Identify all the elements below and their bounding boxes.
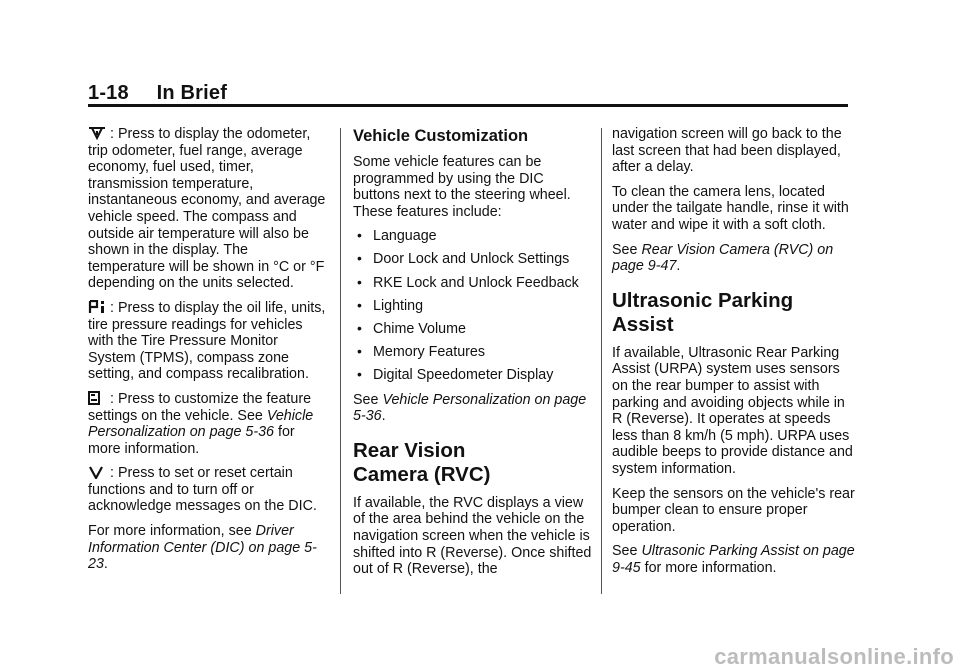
set-reset-check-icon	[88, 465, 110, 482]
page-reference: Vehicle Personalization on page 5-36	[88, 407, 314, 441]
section-heading: Ultrasonic Parking Assist	[612, 288, 794, 336]
paragraph: If available, the RVC displays a view of the area behind the vehicle on the navigation screen when the vehicle is shifted into R (Reverse). Once shifted out of R (Reverse), the	[353, 494, 592, 578]
paragraph: See Rear Vision Camera (RVC) on page 9-47.	[612, 241, 834, 275]
watermark: carmanualsonline.info	[714, 644, 954, 669]
list-item: • Lighting	[353, 298, 593, 315]
customization-icon	[88, 391, 110, 408]
page-number: 1-18	[88, 82, 129, 104]
section-heading: Vehicle Customization	[353, 127, 529, 145]
list-item: • Language	[353, 228, 593, 245]
list-item: • Digital Speedometer Display	[353, 367, 593, 384]
paragraph: : Press to set or reset certain functions and to turn off or acknowledge messages on the DIC.	[88, 465, 317, 515]
paragraph: If available, Ultrasonic Rear Parking Assist (URPA) system uses sensors on the rear bumper to assist with parking and avoiding objects while in R (Reverse). It operates at speeds less than 8 km/h (5 mph). URPA uses audible beeps to provide distance and system information.	[612, 344, 853, 477]
list-item: • Chime Volume	[353, 321, 593, 338]
list-item: • RKE Lock and Unlock Feedback	[353, 275, 593, 292]
paragraph: Some vehicle features can be programmed by using the DIC buttons next to the steering wheel. These features include:	[353, 154, 571, 220]
paragraph: : Press to customize the feature settings on the vehicle. See Vehicle Personalization on page 5-36 for more information.	[88, 390, 314, 457]
page-header	[88, 82, 227, 105]
page-reference: Ultrasonic Parking Assist on page 9-45	[612, 543, 855, 576]
paragraph: See Ultrasonic Parking Assist on page 9-45 for more information.	[612, 543, 855, 576]
section-title: In Brief	[156, 82, 228, 104]
list-item: • Memory Features	[353, 344, 593, 361]
paragraph: : Press to display the oil life, units, tire pressure readings for vehicles with the Tire Pressure Monitor System (TPMS), compass zone setting, and compass recalibration.	[88, 299, 326, 383]
column-1	[88, 126, 328, 581]
list-item: • Door Lock and Unlock Settings	[353, 251, 593, 268]
feature-list	[353, 228, 593, 383]
page-reference: Driver Information Center (DIC) on page 5-23	[88, 523, 317, 573]
page-reference: Rear Vision Camera (RVC) on page 9-47	[612, 241, 834, 275]
trip-odometer-icon	[88, 126, 110, 143]
vehicle-information-icon	[88, 300, 110, 317]
page-reference: Vehicle Personalization on page 5-36	[353, 391, 587, 425]
paragraph: To clean the camera lens, located under the tailgate handle, rinse it with water and wipe it with a soft cloth.	[612, 183, 849, 233]
column-divider	[601, 128, 602, 594]
column-3	[612, 126, 858, 584]
column-divider	[340, 128, 341, 594]
column-2	[353, 126, 593, 586]
paragraph: Keep the sensors on the vehicle's rear bumper clean to ensure proper operation.	[612, 485, 855, 535]
header-rule	[88, 104, 848, 107]
paragraph: : Press to display the odometer, trip odometer, fuel range, average economy, fuel used, timer, transmission temperature, instantaneous economy, and average vehicle speed. The compass and outside air temperature will also be shown in the display. The temperature will be shown in °C or °F depending on the units selected.	[88, 126, 326, 292]
section-heading: Rear Vision Camera (RVC)	[353, 438, 491, 486]
paragraph: See Vehicle Personalization on page 5-36.	[353, 391, 587, 425]
paragraph: For more information, see Driver Information Center (DIC) on page 5-23.	[88, 523, 317, 573]
paragraph: navigation screen will go back to the last screen that had been displayed, after a delay.	[612, 126, 842, 176]
